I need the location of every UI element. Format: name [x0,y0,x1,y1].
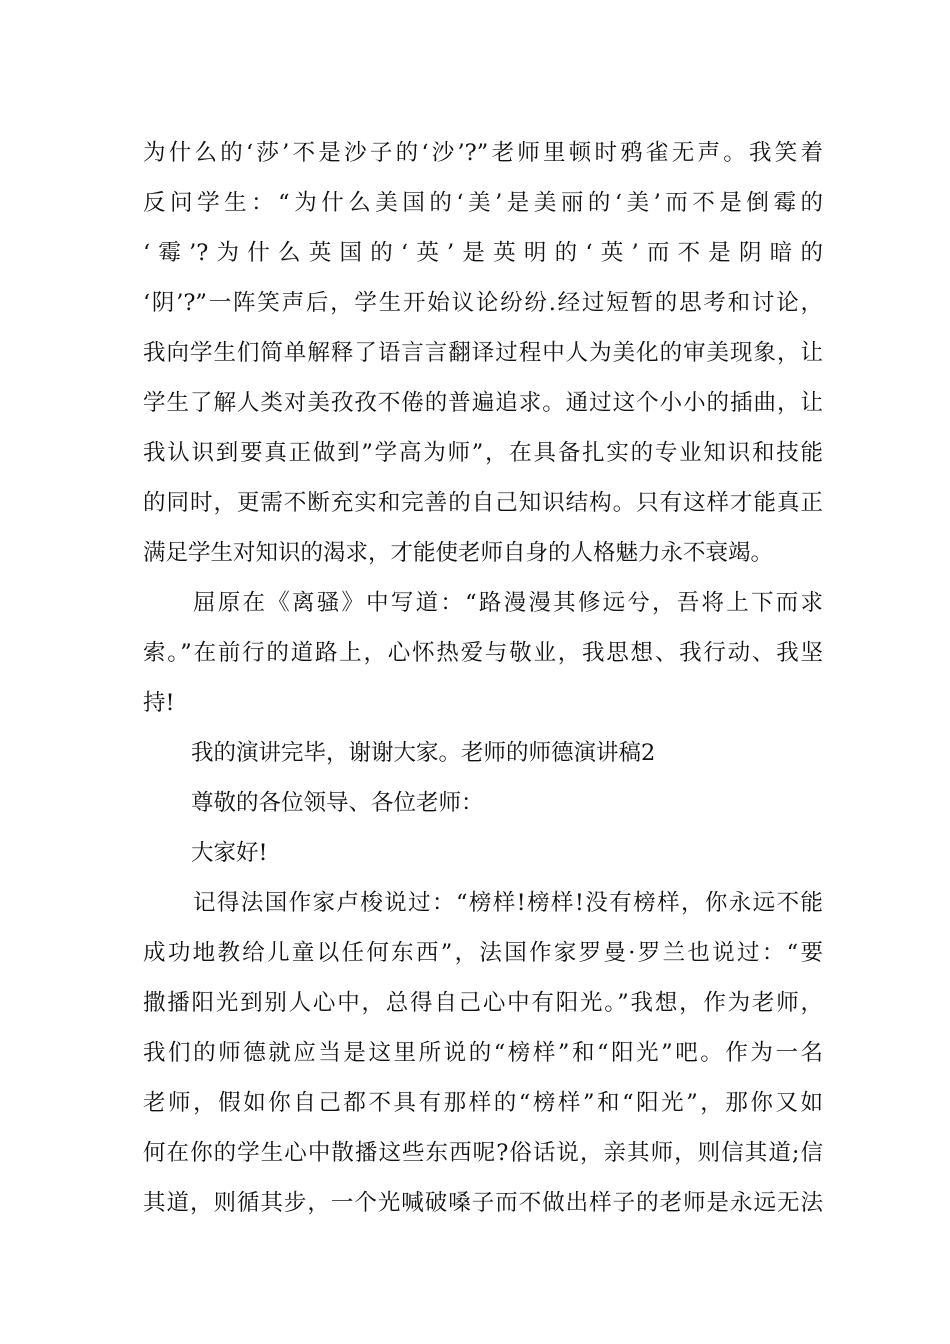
greeting-line: 大家好! [191,840,268,866]
text-line: ‘阴’?”一阵笑声后，学生开始议论纷纷.经过短暂的思考和讨论， [143,290,823,316]
text-line: 我向学生们简单解释了语言言翻译过程中人为美化的审美现象，让 [143,340,823,366]
text-line: 学生了解人类对美孜孜不倦的普遍追求。通过这个小小的插曲，让 [143,390,823,416]
text-line: 持! [143,690,175,716]
text-line: 索。”在前行的道路上，心怀热爱与敬业，我思想、我行动、我坚 [143,640,823,666]
paragraph-start-line: 屈原在《离骚》中写道：“路漫漫其修远兮，吾将上下而求 [193,590,823,616]
text-line: 为什么的‘莎’不是沙子的‘沙’?”老师里顿时鸦雀无声。我笑着 [143,140,823,166]
text-line: 成功地教给儿童以任何东西”，法国作家罗曼·罗兰也说过：“要 [143,940,823,966]
document-body [143,128,823,1228]
salutation-line: 尊敬的各位领导、各位老师： [191,790,484,816]
paragraph-start-line: 记得法国作家卢梭说过：“榜样!榜样!没有榜样，你永远不能 [193,890,823,916]
text-line: ‘霉’?为什么英国的‘英’是英明的‘英’而不是阴暗的 [143,240,823,266]
text-line: 其道，则循其步，一个光喊破嗓子而不做出样子的老师是永远无法 [143,1190,823,1216]
text-line: 撒播阳光到别人心中，总得自己心中有阳光。”我想，作为老师， [143,990,823,1016]
text-line: 满足学生对知识的渴求，才能使老师自身的人格魅力永不衰竭。 [143,540,774,566]
text-line: 老师，假如你自己都不具有那样的“榜样”和“阳光”，那你又如 [143,1090,823,1116]
text-line: 我认识到要真正做到”学高为师”，在具备扎实的专业知识和技能 [143,440,823,466]
text-line: 我们的师德就应当是这里所说的“榜样”和“阳光”吧。作为一名 [143,1040,823,1066]
text-line: 何在你的学生心中散播这些东西呢?俗话说，亲其师，则信其道;信 [143,1140,823,1166]
text-line: 反问学生：“为什么美国的‘美’是美丽的‘美’而不是倒霉的 [143,190,823,216]
text-line: 的同时，更需不断充实和完善的自己知识结构。只有这样才能真正 [143,490,823,516]
closing-line: 我的演讲完毕，谢谢大家。老师的师德演讲稿2 [191,740,656,766]
